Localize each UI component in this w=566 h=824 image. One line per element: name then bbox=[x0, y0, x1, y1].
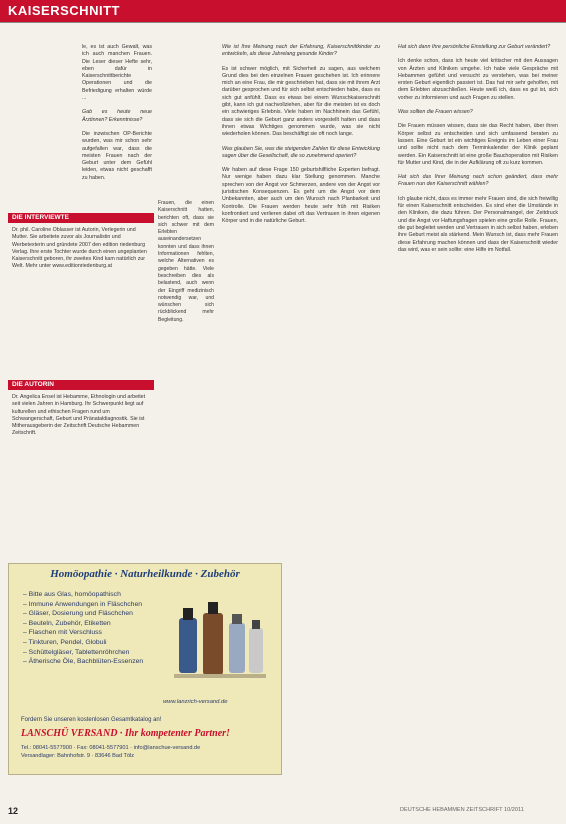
paragraph: Wir haben auf diese Frage 150 geburtshilfliche Experten befragt. Nur wenige haben dazu klar Stellung genommen. Manche sprechen von der Angst vor Schmerzen, andere von der Angst vor juristischen Konsequenzen. Es geht um die Angst vor dem Unbekannten, aber auch um den Wunsch nach Planbarkeit und Kontrolle. Die Frauen werden heute sehr früh mit Risiken konfrontiert und verlieren dabei oft das Vertrauen in ihren eigenen Körper und in die natürliche Geburt. bbox=[222, 167, 380, 225]
interviewee-box-text: Dr. phil. Caroline Oblasser ist Autorin, Verlegerin und Mutter. Sie arbeitete zuvor als Journalistin und Werbetexterin und gründete 2007 den edition riedenburg Verlag. Ihre erste Tochter wurde durch einen ungeplanten Kaiserschnitt geboren, ihr zweites Kind kam natürlich zur Welt. Mehr unter www.editionriedenburg.at bbox=[12, 227, 147, 270]
column-1-narrow bbox=[158, 200, 214, 331]
paragraph: Die inzwischen OP-Berichte wurden, was mir schon sehr aufgefallen war, dass die meisten Frauen nach der Geburt unter dem Gefühl leiden, etwas nicht geschafft zu haben. bbox=[82, 130, 152, 181]
ad-list-item: – Gläser, Dosierung und Fläschchen bbox=[23, 609, 143, 619]
ad-list-item: – Bitte aus Glas, homöopathisch bbox=[23, 590, 143, 600]
bottles-image bbox=[169, 588, 269, 688]
author-box-text: Dr. Angelica Ensel ist Hebamme, Ethnologin und arbeitet seit vielen Jahren in Hamburg. Ihr Schwerpunkt liegt auf kulturellen und ethischen Fragen rund um Schwangerschaft, Geburt und Pränataldiagnostik. Sie ist Mitherausgeberin der Zeitschrift Deutsche Hebammen Zeitschrift. bbox=[12, 394, 146, 437]
question: Hat sich das Ihrer Meinung nach schon geändert, dass mehr Frauen nun den Kaiserschnitt wählen? bbox=[398, 174, 558, 188]
author-box-heading: DIE AUTORIN bbox=[8, 380, 154, 390]
paragraph: Frauen, die einen Kaiserschnitt hatten, berichten oft, dass sie sich schwer mit dem Erlebten auseinandersetzen konnten und dass ihnen Informationen fehlten, welche Alternativen es gegeben hätte. Viele beschreiben dies als belastend, auch wenn der Eingriff medizinisch notwendig war, und wünschen sich rückblickend mehr Begleitung. bbox=[158, 200, 214, 323]
paragraph: Die Frauen müssen wissen, dass sie das Recht haben, über ihren Körper selbst zu entscheiden und sich umfassend beraten zu lassen. Eine Geburt ist ein wichtiges Ereignis im Leben einer Frau und sollte nicht nach dem Terminkalender der Klinik geplant werden. Ein Kaiserschnitt ist eine große Bauchoperation mit Risiken für Mutter und Kind, die in der Aufklärung oft zu kurz kommen. bbox=[398, 123, 558, 166]
ad-product-list bbox=[23, 590, 143, 667]
question: Was sollten die Frauen wissen? bbox=[398, 109, 473, 116]
question: Wie ist Ihre Meinung nach der Erfahrung, Kaiserschnittkinder zu entwickeln, als diese Jahrelang gesunde Kinder? bbox=[222, 44, 380, 58]
column-2 bbox=[222, 44, 380, 233]
question: Gab es heute neue Ärztinnen? Erkenntnisse? bbox=[82, 109, 152, 123]
ad-company: LANSCHÜ VERSAND · Ihr kompetenter Partner! bbox=[21, 728, 230, 739]
paragraph: le, es ist auch Gewalt, was ich auch manchen Frauen. Die Leser dieser Hefte sehr, eben dafür in Kaiserschnittberichte Operationen und die Befriedigung erhalten würde ... bbox=[82, 44, 152, 102]
interviewee-box-heading: DIE INTERVIEWTE bbox=[8, 213, 154, 223]
question: Hat sich dann Ihre persönliche Einstellung zur Geburt verändert? bbox=[398, 44, 551, 50]
section-title: KAISERSCHNITT bbox=[8, 3, 120, 18]
ad-contact-line: Versandlager: Bahnhofstr. 9 · 83646 Bad Tölz bbox=[21, 753, 135, 759]
ad-list-item: – Beuteln, Zubehör, Etiketten bbox=[23, 619, 143, 629]
column-3 bbox=[398, 44, 558, 261]
ad-tagline: Fordern Sie unseren kostenlosen Gesamtkatalog an! bbox=[21, 717, 162, 723]
ad-contact-line: Tel.: 08041-5577900 · Fax: 08041-5577901 · info@lanschue-versand.de bbox=[21, 745, 201, 751]
ad-list-item: – Flaschen mit Verschluss bbox=[23, 628, 143, 638]
ad-url[interactable]: www.lanzrich-versand.de bbox=[163, 699, 228, 705]
ad-contact bbox=[21, 744, 200, 760]
page-number: 12 bbox=[8, 806, 19, 816]
ad-list-item: – Immune Anwendungen in Fläschchen bbox=[23, 600, 143, 610]
footer-magazine: DEUTSCHE HEBAMMEN ZEITSCHRIFT 10/2011 bbox=[400, 807, 524, 813]
ad-list-item: – Schüttelgläser, Tablettenröhrchen bbox=[23, 648, 143, 658]
paragraph: Ich glaube nicht, dass es immer mehr Frauen sind, die sich freiwillig für einen Kaiserschnitt entscheiden. Es sind eher die Umstände in den Kliniken, die dazu führen. Der Personalmangel, der Zeitdruck und die Angst vor Haftungsfragen spielen eine große Rolle. Frauen, die gut begleitet werden und Vertrauen in sich selbst haben, erleben ihre Geburt meist als stärkend. Mein Wunsch ist, dass mehr Frauen diese Erfahrung machen können und dass der Kaiserschnitt wieder das wird, was er sein sollte: eine Hilfe im Notfall. bbox=[398, 195, 558, 253]
ad-title: Homöopathie · Naturheilkunde · Zubehör bbox=[50, 568, 240, 580]
paragraph: Ich denke schon, dass ich heute viel kritischer mit den Aussagen von Ärzten und Kliniken umgehe. Ich habe viele Gespräche mit Hebammen geführt und versucht zu verstehen, was bei meiner ersten Geburt eigentlich passiert ist. Das hat mir sehr geholfen, mit dem Erlebten abzuschließen. Heute weiß ich, dass es gut ist, sich vorher zu informieren und auch Fragen zu stellen. bbox=[398, 58, 558, 101]
ad-list-item: – Ätherische Öle, Bachblüten-Essenzen bbox=[23, 657, 143, 667]
column-1-top bbox=[82, 44, 152, 189]
ad-list-item: – Tinkturen, Pendel, Globuli bbox=[23, 638, 143, 648]
paragraph: Es ist schwer möglich, mit Sicherheit zu sagen, aus welchem Grund dies bei den einzelnen Frauen geschehen ist. Ich erinnere mich an eine Frau, die mir geschrieben hat, dass sie mit ihrem Arzt darüber gesprochen und für sich selbst entschieden habe, dass es sich gut anfühlt. Dass es etwas bei einem Wunschkaiserschnitt gibt, kann ich gut nachvollziehen, aber für die meisten ist es doch ein schwieriges Erlebnis. Viele haben im Nachhinein das Gefühl, dass sie sich die Geburt ganz anders vorgestellt hatten und dass ihnen etwas Wichtiges genommen wurde, was sie nicht wiederholen können. Das beschäftigt sie oft noch lange. bbox=[222, 65, 380, 138]
question: Was glauben Sie, was die steigenden Zahlen für diese Entwicklung sagen über die Gesellschaft, die so zunehmend operiert? bbox=[222, 145, 380, 159]
advertisement bbox=[8, 563, 282, 775]
header-divider bbox=[0, 22, 566, 23]
